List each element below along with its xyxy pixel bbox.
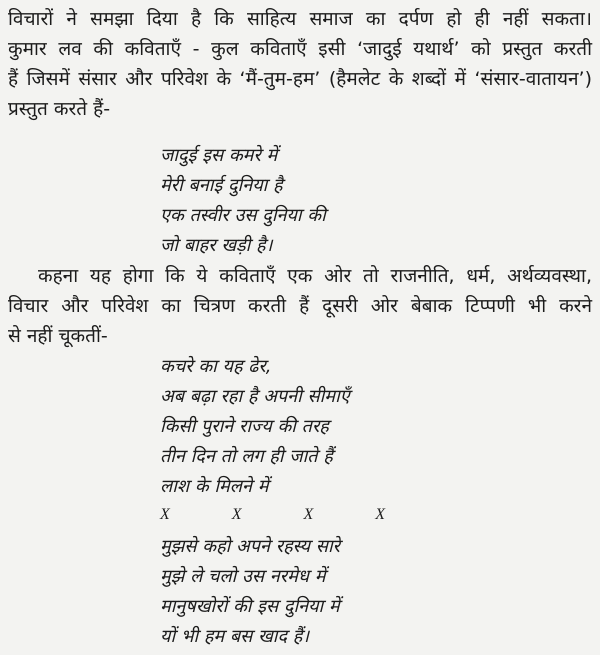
poem-line: मुझसे कहो अपने रहस्य सारे	[160, 536, 340, 557]
section-separator	[160, 506, 385, 524]
poem-line: यों भी हम बस खाद हैं।	[160, 626, 310, 647]
separator-mark: X	[303, 506, 314, 523]
poem-line: जादुई इस कमरे में	[160, 145, 278, 166]
poem-line: एक तस्वीर उस दुनिया की	[160, 205, 326, 226]
poem-line: मुझे ले चलो उस नरमेध में	[160, 566, 326, 587]
poem-line: तीन दिन तो लग ही जाते हैं	[160, 446, 333, 467]
poem-line: मेरी बनाई दुनिया है	[160, 175, 283, 196]
poem-line: कचरे का यह ढेर,	[160, 356, 272, 377]
separator-mark: X	[160, 506, 170, 523]
poem-line: अब बढ़ा रहा है अपनी सीमाएँ	[160, 386, 350, 407]
text-line: कुमार लव की कविताएँ - कुल कविताएँ इसी ‘जादुई यथार्थ’ को प्रस्तुत करती	[8, 38, 592, 60]
text-line: से नहीं चूकतीं-	[8, 325, 108, 347]
poem-line: लाश के मिलने में	[160, 476, 269, 497]
separator-mark: X	[231, 506, 242, 523]
poem-line: जो बाहर खड़ी है।	[160, 235, 273, 256]
poem-line: किसी पुराने राज्य की तरह	[160, 416, 329, 437]
text-line: हैं जिसमें संसार और परिवेश के ‘मैं-तुम-हम’ (हैमलेट के शब्दों में ‘संसार-वातायन’)	[8, 68, 592, 90]
text-line: विचार और परिवेश का चित्रण करती हैं दूसरी ओर बेबाक टिप्पणी भी करने	[8, 295, 592, 317]
poem-line: मानुषखोरों की इस दुनिया में	[160, 596, 340, 617]
separator-mark: X	[375, 506, 385, 523]
text-line: प्रस्तुत करते हैं-	[8, 98, 111, 120]
text-line: कहना यह होगा कि ये कविताएँ एक ओर तो राजनीति, धर्म, अर्थव्यवस्था,	[38, 265, 592, 287]
text-line: विचारों ने समझा दिया है कि साहित्य समाज का दर्पण हो ही नहीं सकता।	[8, 8, 592, 30]
